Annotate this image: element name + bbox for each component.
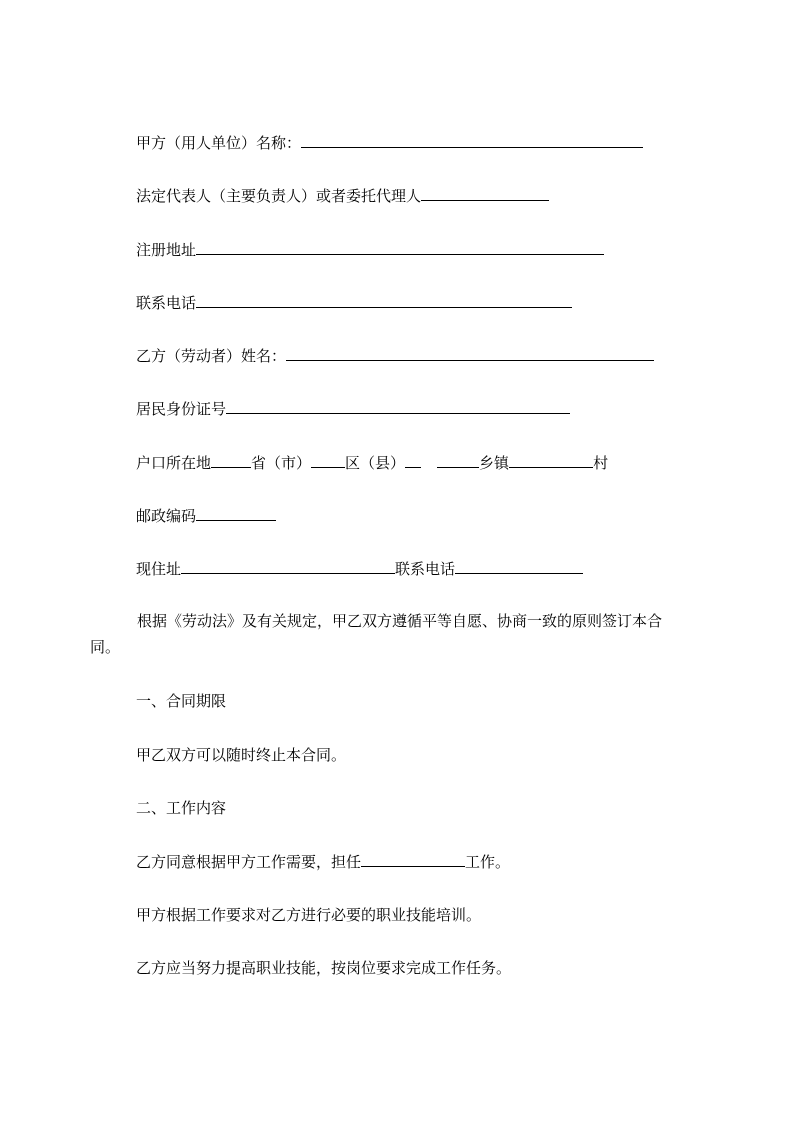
party-b-name-label: 乙方（劳动者）姓名： bbox=[136, 347, 287, 365]
current-address-row bbox=[136, 558, 583, 579]
current-address-blank[interactable] bbox=[181, 558, 395, 574]
district-extra-blank[interactable] bbox=[405, 452, 421, 468]
current-address-label: 现住址 bbox=[136, 560, 182, 578]
party-a-name-blank[interactable] bbox=[301, 132, 643, 148]
township-blank[interactable] bbox=[437, 452, 479, 468]
skills-paragraph: 乙方应当努力提高职业技能，按岗位要求完成工作任务。 bbox=[136, 959, 512, 977]
legal-rep-row bbox=[136, 185, 549, 206]
current-phone-blank[interactable] bbox=[455, 558, 583, 574]
postcode-row bbox=[136, 505, 276, 526]
reg-address-row bbox=[136, 239, 604, 260]
contact-phone-label: 联系电话 bbox=[136, 294, 197, 312]
postcode-label: 邮政编码 bbox=[136, 507, 197, 525]
village-blank[interactable] bbox=[509, 452, 593, 468]
id-number-label: 居民身份证号 bbox=[136, 400, 227, 418]
contact-phone-blank[interactable] bbox=[196, 292, 572, 308]
position-row bbox=[136, 851, 510, 872]
section-1-paragraph: 甲乙双方可以随时终止本合同。 bbox=[136, 746, 347, 764]
legal-rep-label: 法定代表人（主要负责人）或者委托代理人 bbox=[136, 187, 422, 205]
hukou-row bbox=[136, 452, 608, 473]
postcode-blank[interactable] bbox=[196, 505, 276, 521]
preamble-paragraph: 根据《劳动法》及有关规定，甲乙双方遵循平等自愿、协商一致的原则签订本合同。 bbox=[90, 612, 663, 656]
contact-phone-row bbox=[136, 292, 572, 313]
position-text-after: 工作。 bbox=[465, 853, 511, 871]
district-blank[interactable] bbox=[311, 452, 345, 468]
legal-rep-blank[interactable] bbox=[421, 185, 549, 201]
party-b-name-row bbox=[136, 345, 654, 366]
reg-address-label: 注册地址 bbox=[136, 241, 197, 259]
district-label: 区（县） bbox=[345, 454, 406, 472]
id-number-blank[interactable] bbox=[226, 398, 570, 414]
position-text-before: 乙方同意根据甲方工作需要，担任 bbox=[136, 853, 362, 871]
province-blank[interactable] bbox=[211, 452, 251, 468]
reg-address-blank[interactable] bbox=[196, 239, 604, 255]
id-number-row bbox=[136, 398, 570, 419]
party-a-name-label: 甲方（用人单位）名称： bbox=[136, 134, 302, 152]
township-label: 乡镇 bbox=[479, 454, 510, 472]
province-label: 省（市） bbox=[251, 454, 312, 472]
section-1-title: 一、合同期限 bbox=[136, 692, 227, 710]
training-paragraph: 甲方根据工作要求对乙方进行必要的职业技能培训。 bbox=[136, 906, 482, 924]
position-blank[interactable] bbox=[361, 851, 465, 867]
current-phone-label: 联系电话 bbox=[395, 560, 456, 578]
party-a-name-row bbox=[136, 132, 643, 153]
party-b-name-blank[interactable] bbox=[286, 345, 654, 361]
hukou-label: 户口所在地 bbox=[136, 454, 212, 472]
section-2-title: 二、工作内容 bbox=[136, 799, 227, 817]
village-label: 村 bbox=[593, 454, 609, 472]
